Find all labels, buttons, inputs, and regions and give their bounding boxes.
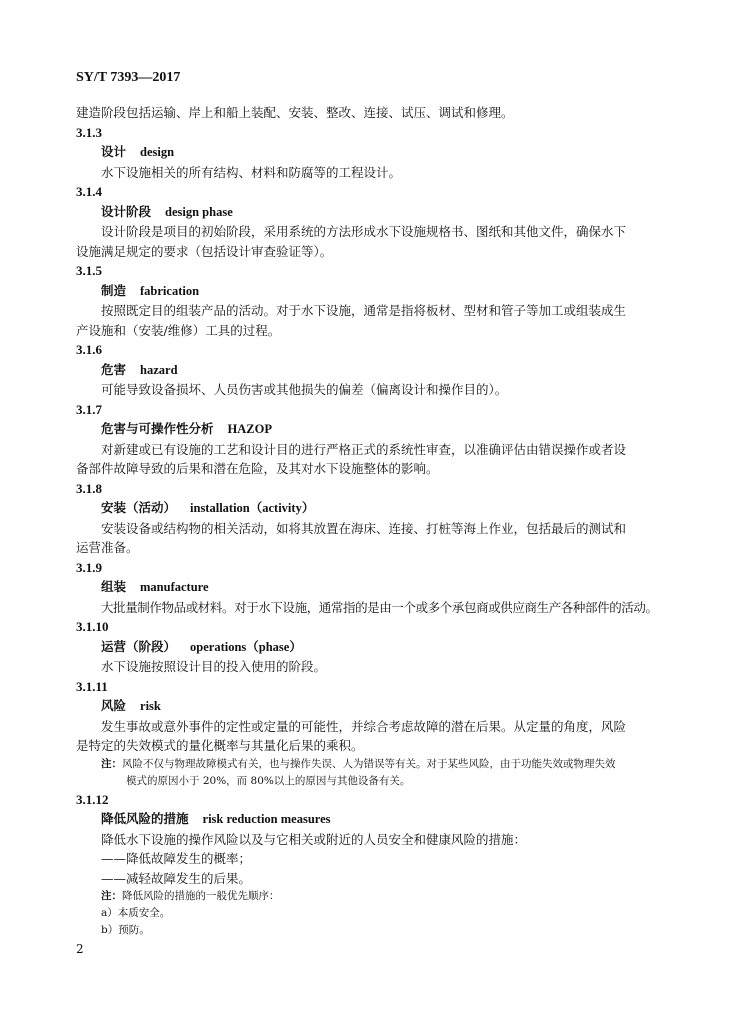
clause-term: [76, 202, 656, 223]
list-item: ——降低故障发生的概率；: [101, 851, 252, 866]
note-line-1: 风险不仅与物理故障模式有关，也与操作失误、人为错误等有关。对于某些风险，由于功能失效或物理失效: [122, 757, 616, 770]
clause-number: 3.1.10: [76, 619, 109, 634]
term-zh: 危害: [101, 361, 127, 377]
clause-number: 3.1.8: [76, 480, 102, 496]
clause-definition-line-1: 按照既定目的组装产品的活动。对于水下设施，通常是指将板材、型材和管子等加工或组装成生: [101, 303, 627, 318]
clause-definition-line-1: 安装设备或结构物的相关活动，如将其放置在海床、连接、打桩等海上作业，包括最后的测试和: [101, 520, 627, 536]
clause-3-1-6: [76, 340, 656, 400]
term-en: design: [140, 145, 175, 159]
note-label: 注：: [101, 757, 122, 770]
clause-definition: 水下设施按照设计目的投入使用的阶段。: [101, 659, 327, 674]
term-en: fabrication: [140, 283, 200, 298]
clause-term: [76, 419, 656, 440]
note-text: 降低风险的措施的一般优先顺序：: [122, 890, 280, 902]
clause-definition-line-2: 设施满足规定的要求（包括设计审查验证等）。: [76, 243, 333, 259]
clause-definition: 大批量制作物品或材料。对于水下设施，通常指的是由一个或多个承包商或供应商生产各种部件的活动。: [101, 599, 658, 615]
clause-3-1-9: [76, 558, 656, 618]
page-number: 2: [76, 942, 84, 956]
clause-definition-line-1: 设计阶段是项目的初始阶段，采用系统的方法形成水下设施规格书、图纸和其他文件，确保水下: [101, 224, 627, 239]
clause-3-1-12: [76, 790, 656, 940]
clause-number: 3.1.3: [76, 124, 102, 140]
intro-line: 建造阶段包括运输、岸上和船上装配、安装、整改、连接、试压、调试和修理。: [76, 105, 514, 120]
clause-3-1-4: [76, 182, 656, 261]
clause-term: [76, 577, 656, 598]
clause-term: [76, 637, 656, 658]
term-zh: 安装（活动）: [101, 500, 177, 515]
clause-definition-line-2: 运营准备。: [76, 540, 139, 555]
clause-number: 3.1.7: [76, 401, 102, 417]
term-zh: 制造: [101, 282, 127, 298]
note-line-2: 模式的原因小于 20%，而 80%以上的原因与其他设备有关。: [126, 774, 411, 787]
term-zh: 降低风险的措施: [101, 811, 189, 826]
term-zh: 危害与可操作性分析: [101, 421, 214, 436]
clause-definition-line-2: 备部件故障导致的后果和潜在危险，及其对水下设施整体的影响。: [76, 461, 439, 476]
term-en: manufacture: [140, 580, 209, 594]
clause-term: [76, 498, 656, 519]
clause-note: [76, 756, 656, 773]
clause-number: 3.1.6: [76, 342, 102, 357]
clause-3-1-8: [76, 479, 656, 558]
clause-definition: 降低水下设施的操作风险以及与它相关或附近的人员安全和健康风险的措施：: [101, 831, 527, 847]
note-label: 注：: [101, 890, 122, 902]
clause-note: [76, 888, 656, 905]
clause-definition: 可能导致设备损坏、人员伤害或其他损失的偏差（偏离设计和操作目的）。: [101, 382, 508, 397]
clause-3-1-3: [76, 123, 656, 183]
standard-code: SY/T 7393—2017: [76, 70, 181, 85]
term-en: operations（phase）: [190, 639, 302, 654]
clause-definition-line-1: 对新建或已有设施的工艺和设计目的进行严格正式的系统性审查，以准确评估由错误操作或者设: [101, 441, 627, 457]
list-item: ——减轻故障发生的后果。: [101, 870, 252, 886]
term-en: risk: [140, 699, 161, 713]
term-en: design phase: [165, 204, 233, 219]
document-body: [76, 103, 656, 939]
clause-number: 3.1.4: [76, 184, 102, 199]
clause-term: [76, 696, 656, 717]
clause-definition-line-2: 产设施和（安装/维修）工具的过程。: [76, 322, 281, 338]
clause-number: 3.1.5: [76, 263, 102, 278]
clause-3-1-10: [76, 617, 656, 677]
term-zh: 运营（阶段）: [101, 638, 177, 654]
clause-number: 3.1.12: [76, 791, 109, 807]
note-list-item: a）本质安全。: [101, 907, 171, 919]
term-zh: 组装: [101, 579, 127, 594]
clause-number: 3.1.9: [76, 559, 102, 575]
term-zh: 设计阶段: [101, 203, 152, 219]
clause-3-1-7: [76, 400, 656, 479]
clause-definition-line-1: 发生事故或意外事件的定性或定量的可能性，并综合考虑故障的潜在后果。从定量的角度，风险: [101, 718, 627, 734]
term-zh: 设计: [101, 144, 127, 159]
clause-definition: 水下设施相关的所有结构、材料和防腐等的工程设计。: [101, 164, 402, 180]
term-en: risk reduction measures: [202, 812, 331, 826]
note-list-item: b）预防。: [101, 924, 150, 936]
clause-term: [76, 281, 656, 302]
term-zh: 风险: [101, 698, 127, 713]
clause-3-1-11: [76, 677, 656, 790]
clause-term: [76, 142, 656, 163]
clause-number: 3.1.11: [76, 678, 108, 694]
clause-definition-line-2: 是特定的失效模式的量化概率与其量化后果的乘积。: [76, 738, 364, 753]
clause-term: [76, 360, 656, 381]
term-en: installation（activity）: [190, 501, 315, 515]
clause-term: [76, 809, 656, 830]
term-en: hazard: [140, 362, 178, 377]
term-en: HAZOP: [227, 422, 272, 436]
clause-3-1-5: [76, 261, 656, 340]
